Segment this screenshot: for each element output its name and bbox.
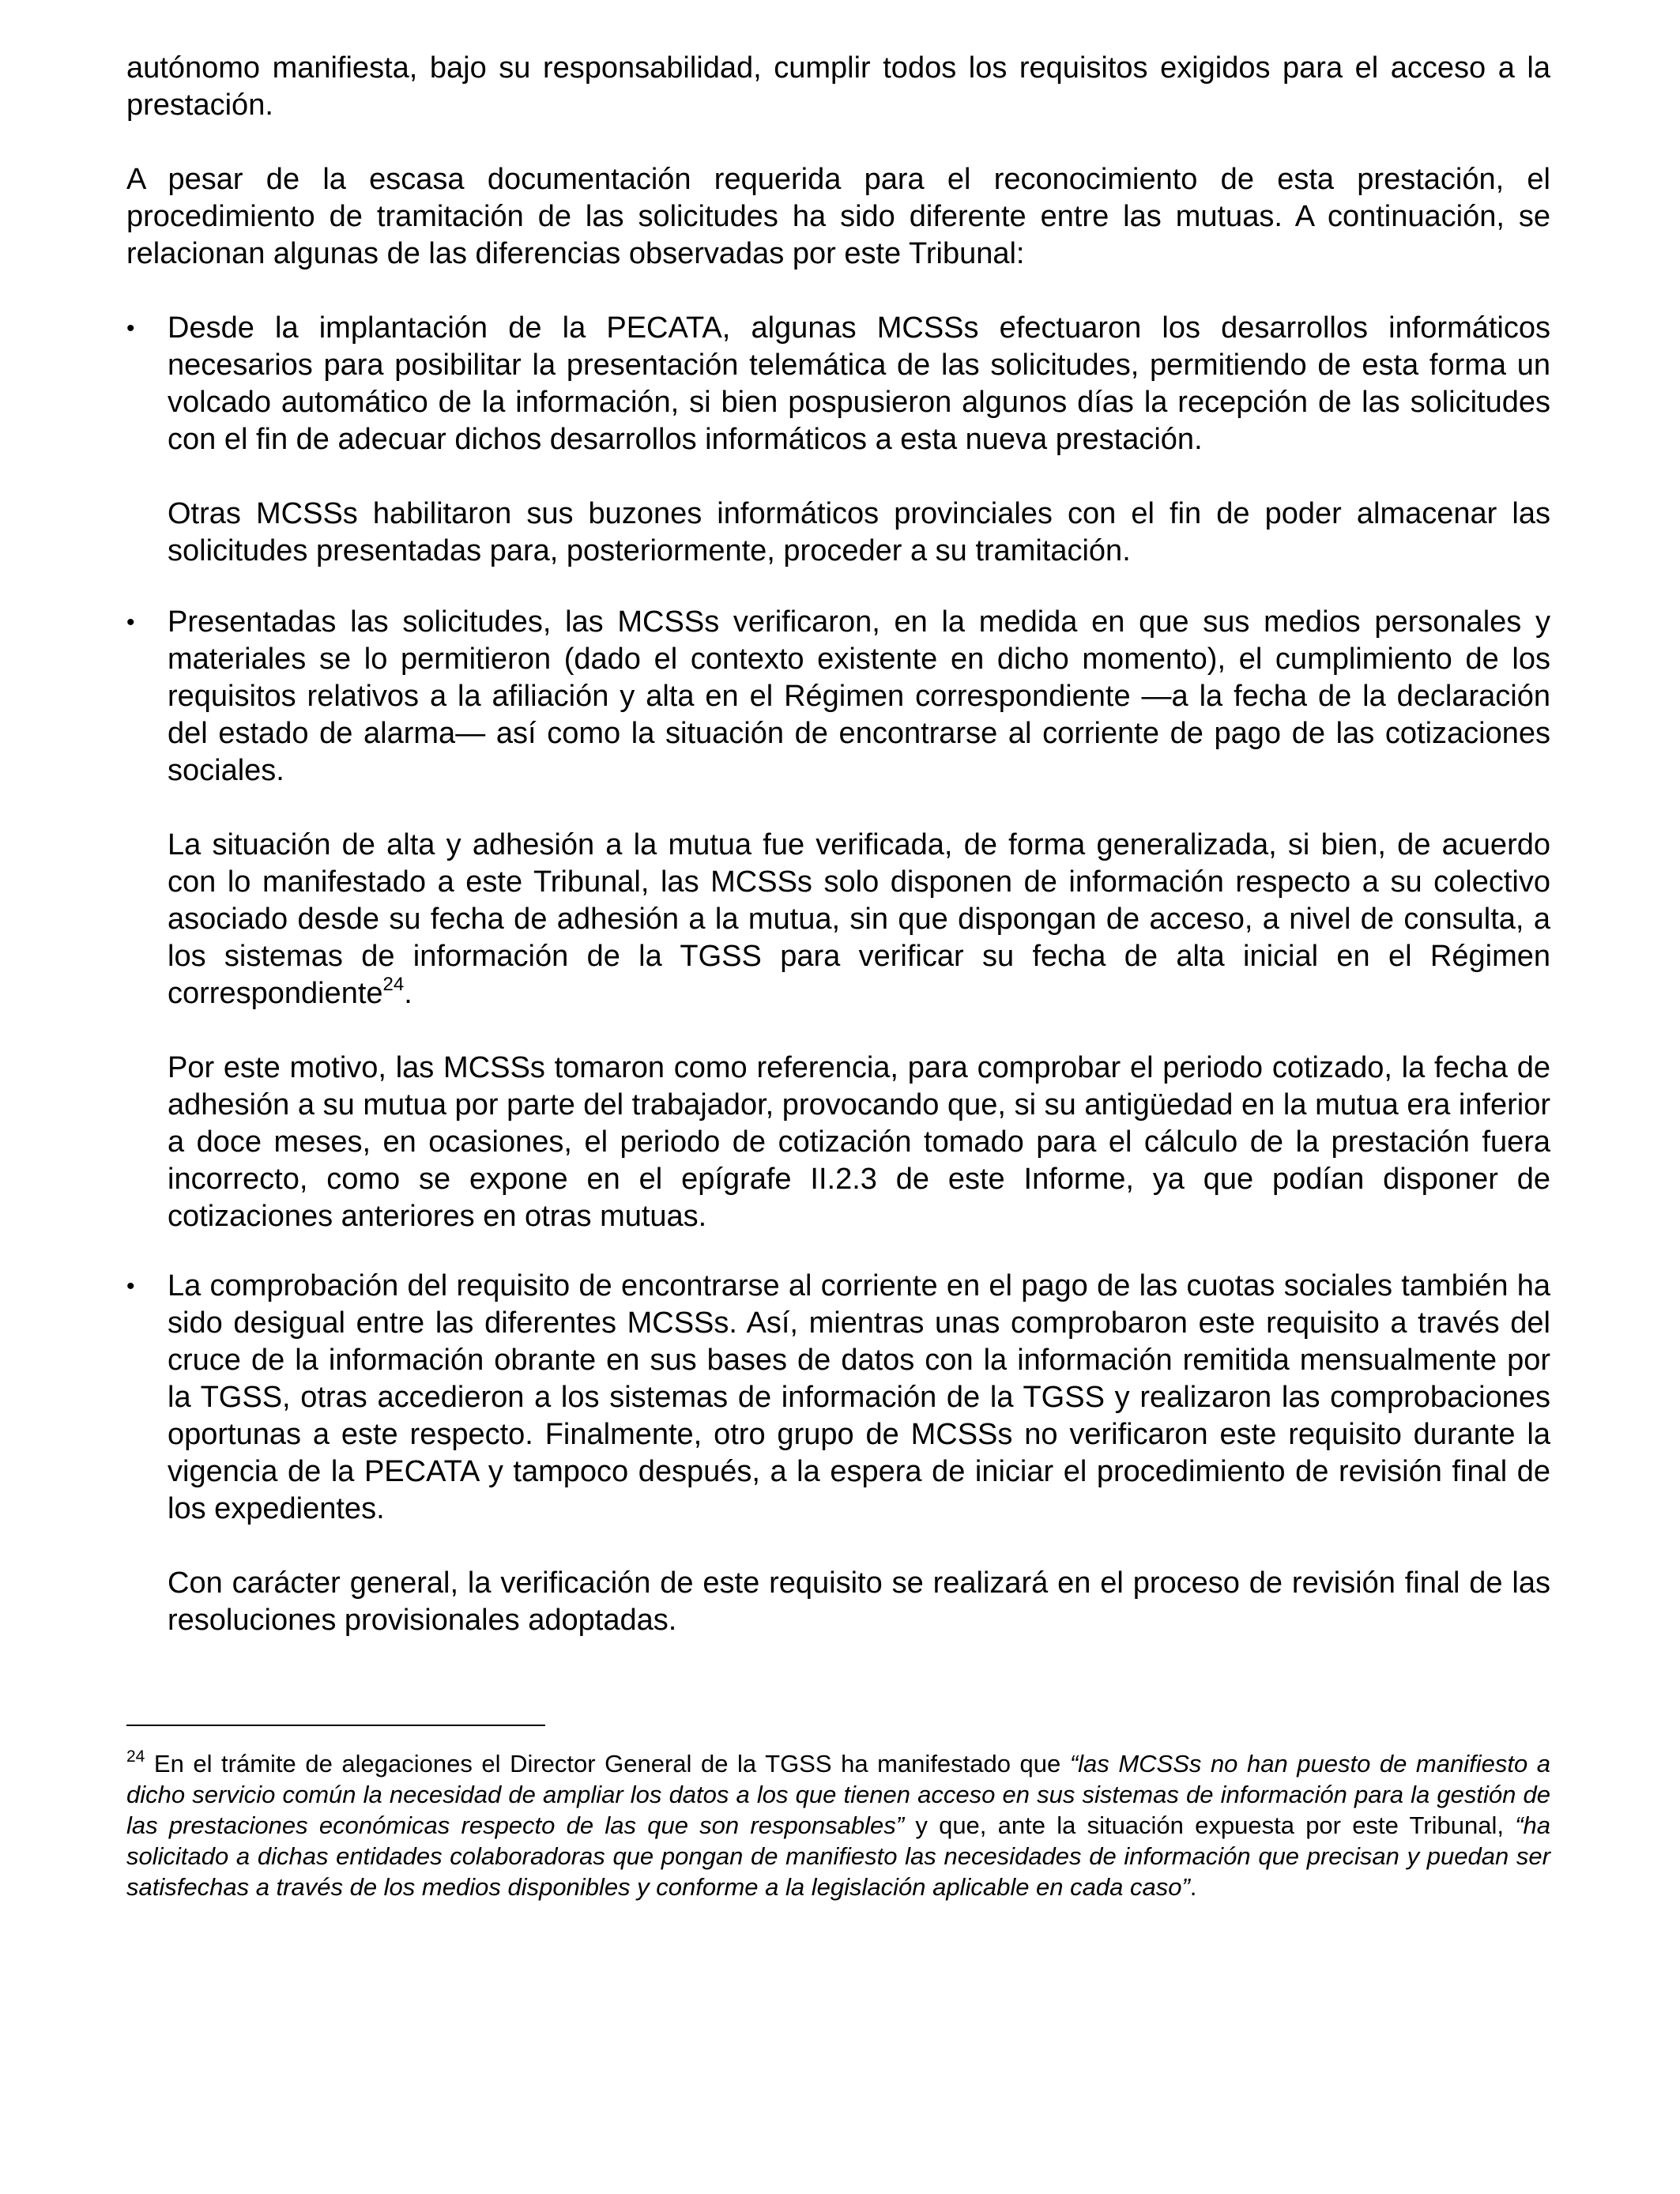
bullet-paragraph: Otras MCSSs habilitaron sus buzones informáticos provinciales con el fin de poder almacenar las solicitudes presentadas para, posteriormente, proceder a su tramitación. xyxy=(168,497,1550,567)
bullet-icon: • xyxy=(126,1273,135,1299)
footnote-quote: “ha solicitado a dichas entidades colaboradoras que pongan de manifiesto las necesidades de información que precisan y puedan ser satisfechas a través de los medios disponibles y conforme a la legislación aplicable en cada caso” xyxy=(126,1811,1551,1901)
bullet-item xyxy=(126,604,1550,1235)
bullet-icon: • xyxy=(126,315,135,341)
bullet-paragraph: Presentadas las solicitudes, las MCSSs verificaron, en la medida en que sus medios personales y materiales se lo permitieron (dado el contexto existente en dicho momento), el cumplimiento de los requisitos relativos a la afiliación y alta en el Régimen correspondiente —a la fecha de la declaración del estado de alarma— así como la situación de encontrarse al corriente de pago de las cotizaciones sociales. xyxy=(168,605,1550,787)
footnote xyxy=(126,1748,1550,1902)
bullet-paragraph: La comprobación del requisito de encontrarse al corriente en el pago de las cuotas sociales también ha sido desigual entre las diferentes MCSSs. Así, mientras unas comprobaron este requisito a través del cruce de la información obrante en sus bases de datos con la información remitida mensualmente por la TGSS, otras accedieron a los sistemas de información de la TGSS y realizaron las comprobaciones oportunas a este respecto. Finalmente, otro grupo de MCSSs no verificaron este requisito durante la vigencia de la PECATA y tampoco después, a la espera de iniciar el procedimiento de revisión final de los expedientes. xyxy=(168,1269,1550,1525)
paragraph-text: autónomo manifiesta, bajo su responsabilidad, cumplir todos los requisitos exigidos para el acceso a la prestación. xyxy=(126,51,1550,122)
bullet-content xyxy=(168,604,1550,1235)
bullet-item xyxy=(126,1268,1550,1639)
footnote-separator xyxy=(126,1725,545,1726)
bullet-paragraph xyxy=(168,827,1550,1012)
body-paragraph xyxy=(126,50,1550,124)
footnote-reference[interactable]: 24 xyxy=(382,974,405,995)
paragraph-text: La situación de alta y adhesión a la mutua fue verificada, de forma generalizada, si bien, de acuerdo con lo manifestado a este Tribunal, las MCSSs solo disponen de información respecto a su colectivo asociado desde su fecha de adhesión a la mutua, sin que dispongan de acceso, a nivel de consulta, a los sistemas de información de la TGSS para verificar su fecha de alta inicial en el Régimen correspondiente xyxy=(168,828,1550,1010)
bullet-paragraph: Con carácter general, la verificación de este requisito se realizará en el proceso de revisión final de las resoluciones provisionales adoptadas. xyxy=(168,1566,1550,1637)
bullet-content xyxy=(168,1268,1550,1639)
bullet-paragraph: Desde la implantación de la PECATA, algunas MCSSs efectuaron los desarrollos informáticos necesarios para posibilitar la presentación telemática de las solicitudes, permitiendo de esta forma un volcado automático de la información, si bien pospusieron algunos días la recepción de las solicitudes con el fin de adecuar dichos desarrollos informáticos a esta nueva prestación. xyxy=(168,311,1550,456)
footnote-text: $^{24}$ En el trámite de alegaciones el Director General de la TGSS ha manifestado que “las MCSSs no han puesto de manifiesto a dicho servicio común la necesidad de ampliar los datos a los que tienen acceso en sus sistemas de información para la gestión de las prestaciones económicas respecto de las que son responsables” y que, ante la situación expuesta por este Tribunal, “ha solicitado a dichas entidades colaboradoras que pongan de manifiesto las necesidades de información que precisan y puedan ser satisfechas a través de los medios disponibles y conforme a la legislación aplicable en cada caso”. xyxy=(126,1747,1551,1901)
footnote-quote: “las MCSSs no han puesto de manifiesto a dicho servicio común la necesidad de ampliar los datos a los que tienen acceso en sus sistemas de información para la gestión de las prestaciones económicas respecto de las que son responsables” xyxy=(126,1750,1550,1839)
paragraph-text: A pesar de la escasa documentación requerida para el reconocimiento de esta prestación, el procedimiento de tramitación de las solicitudes ha sido diferente entre las mutuas. A continuación, se relacionan algunas de las diferencias observadas por este Tribunal: xyxy=(126,163,1550,270)
bullet-item xyxy=(126,310,1550,570)
bullet-content xyxy=(168,310,1550,570)
paragraph-end: . xyxy=(404,977,412,1010)
footnote-number: 24 xyxy=(126,1747,145,1766)
bullet-paragraph: Por este motivo, las MCSSs tomaron como referencia, para comprobar el periodo cotizado, la fecha de adhesión a su mutua por parte del trabajador, provocando que, si su antigüedad en la mutua era inferior a doce meses, en ocasiones, el periodo de cotización tomado para el cálculo de la prestación fuera incorrecto, como se expone en el epígrafe II.2.3 de este Informe, ya que podían disponer de cotizaciones anteriores en otras mutuas. xyxy=(168,1051,1550,1233)
bullet-icon: • xyxy=(126,609,135,635)
body-paragraph xyxy=(126,161,1550,273)
